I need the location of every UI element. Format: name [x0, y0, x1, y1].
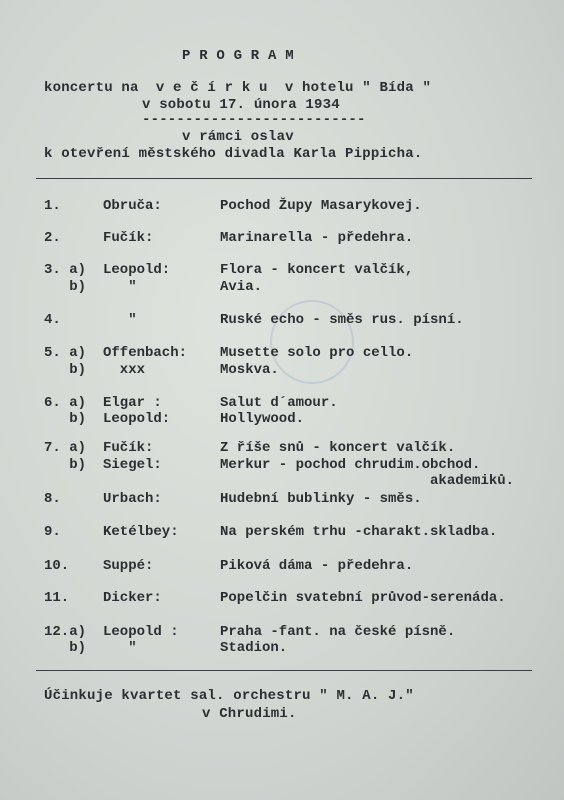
row-number: b) [44, 640, 87, 656]
program-row [0, 362, 564, 380]
row-composer: Elgar : [103, 395, 162, 411]
program-row [0, 230, 564, 248]
row-composer: Suppé: [103, 558, 154, 574]
row-number: 2. [44, 230, 61, 246]
row-composer: Siegel: [103, 457, 162, 473]
row-work: Ruské echo - směs rus. písní. [220, 312, 464, 328]
row-work: Na perském trhu -charakt.skladba. [220, 524, 498, 540]
row-composer: Leopold: [103, 411, 171, 427]
footer-line-1: Účinkuje kvartet sal. orchestru " M. A. J." [44, 688, 414, 704]
row-composer: xxx [103, 362, 146, 378]
row-number: 7. a) [44, 440, 87, 456]
row-work: Moskva. [220, 362, 279, 378]
program-row [0, 198, 564, 216]
row-composer: Fučík: [103, 230, 154, 246]
row-number: 9. [44, 524, 61, 540]
row-composer: Urbach: [103, 491, 162, 507]
row-composer: Offenbach: [103, 345, 188, 361]
row-number: 3. a) [44, 262, 87, 278]
row-work: Z říše snů - koncert valčík. [220, 440, 456, 456]
row-number: 4. [44, 312, 61, 328]
top-rule [36, 178, 532, 179]
header-line-1: koncertu na v e č í r k u v hotelu " Bída " [44, 80, 432, 96]
row-work: Hudební bublinky - směs. [220, 491, 422, 507]
row-work: Praha -fant. na české písně. [220, 624, 456, 640]
program-row [0, 473, 564, 491]
row-number: 1. [44, 198, 61, 214]
program-row [0, 640, 564, 658]
bottom-rule [36, 670, 532, 671]
row-work: Salut d´amour. [220, 395, 338, 411]
row-work: Piková dáma - předehra. [220, 558, 414, 574]
program-row [0, 411, 564, 429]
program-row [0, 345, 564, 363]
row-work: Merkur - pochod chrudim.obchod. [220, 457, 481, 473]
program-row [0, 440, 564, 458]
row-work: Flora - koncert valčík, [220, 262, 414, 278]
program-row [0, 524, 564, 542]
row-work: Marinarella - předehra. [220, 230, 414, 246]
program-row [0, 279, 564, 297]
row-number: 12.a) [44, 624, 87, 640]
row-composer: Obruča: [103, 198, 162, 214]
row-composer: Ketélbey: [103, 524, 179, 540]
program-row [0, 262, 564, 280]
program-title: P R O G R A M [182, 48, 294, 64]
header-dashes: -------------------------- [142, 112, 366, 128]
row-number: 6. a) [44, 395, 87, 411]
row-work: Pochod Župy Masarykovej. [220, 198, 422, 214]
row-number: b) [44, 411, 87, 427]
row-number: 11. [44, 590, 70, 606]
row-composer: " [103, 312, 137, 328]
row-composer: Dicker: [103, 590, 162, 606]
header-line-3: v rámci oslav [182, 129, 294, 145]
row-composer: " [103, 279, 137, 295]
row-composer: Fučík: [103, 440, 154, 456]
row-work: Hollywood. [220, 411, 305, 427]
row-composer: Leopold : [103, 624, 179, 640]
row-work: Stadion. [220, 640, 288, 656]
row-number: b) [44, 457, 87, 473]
row-work: akademiků. [220, 473, 515, 489]
row-number: b) [44, 279, 87, 295]
row-composer: Leopold: [103, 262, 171, 278]
header-line-4: k otevření městského divadla Karla Pippicha. [44, 146, 423, 162]
row-number: 10. [44, 558, 70, 574]
program-row [0, 312, 564, 330]
program-row [0, 558, 564, 576]
row-work: Avia. [220, 279, 263, 295]
program-row [0, 491, 564, 509]
row-work: Popelčin svatební průvod-serenáda. [220, 590, 506, 606]
row-composer: " [103, 640, 137, 656]
row-work: Musette solo pro cello. [220, 345, 414, 361]
footer-line-2: v Chrudimi. [202, 706, 297, 722]
row-number: 5. a) [44, 345, 87, 361]
header-date: v sobotu 17. února 1934 [142, 97, 340, 113]
row-number: 8. [44, 491, 61, 507]
row-number: b) [44, 362, 87, 378]
program-row [0, 590, 564, 608]
